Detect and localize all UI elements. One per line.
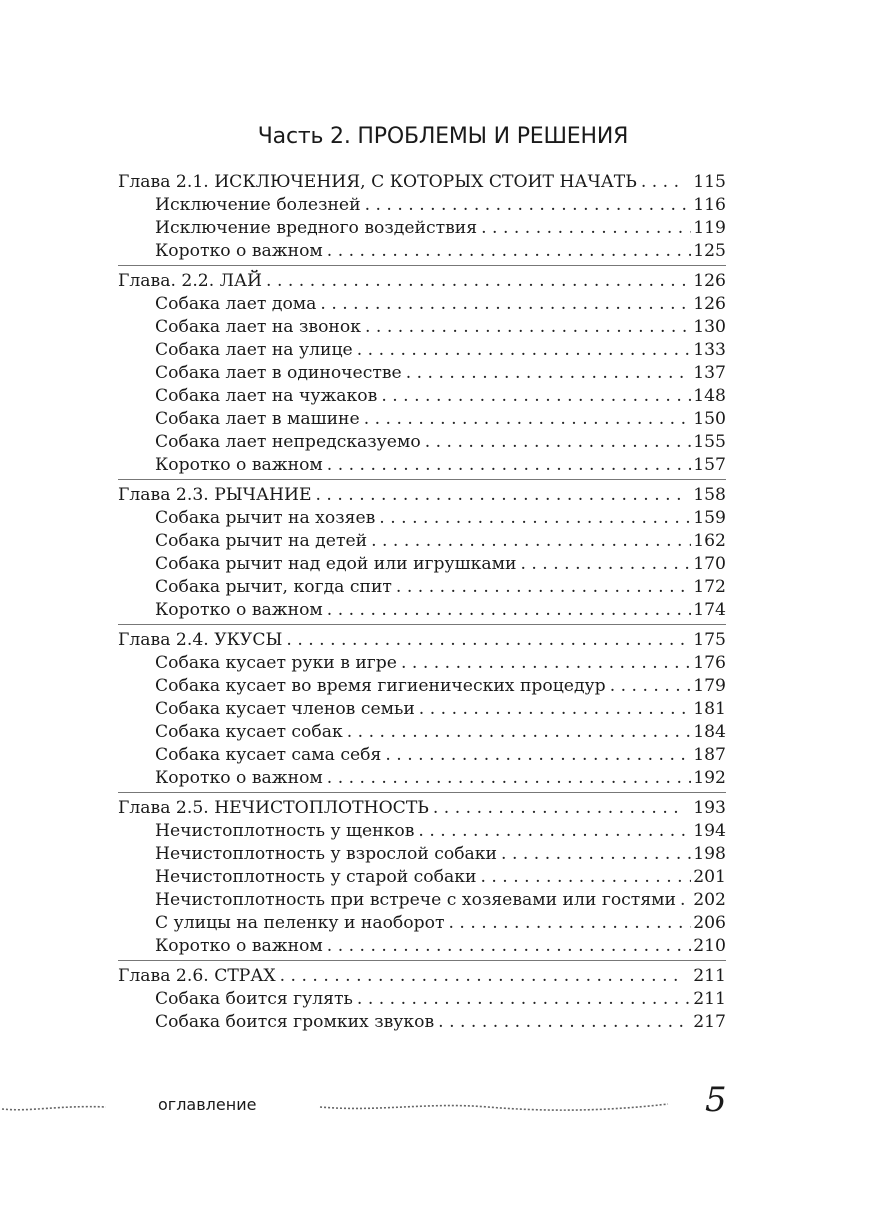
toc-section-entry-title: Нечистоплотность у взрослой собаки <box>155 844 498 864</box>
dot-leader <box>501 843 691 866</box>
toc-section-entry[interactable] <box>118 553 726 576</box>
toc-section-entry-page: 150 <box>693 409 726 429</box>
toc-chapter-entry-page: 175 <box>693 630 726 650</box>
toc-section-entry-page: 119 <box>693 218 726 238</box>
toc-section-entry-title: Собака лает непредсказуемо <box>155 432 421 452</box>
toc-chapter <box>118 270 726 480</box>
toc-section-entry-page: 116 <box>693 195 726 215</box>
toc-section-entry[interactable] <box>118 599 726 622</box>
toc-section-entry-title: Собака лает на звонок <box>155 317 361 337</box>
toc-chapter-entry[interactable] <box>118 171 726 194</box>
toc-section-entry[interactable] <box>118 217 726 240</box>
toc-section-entry[interactable] <box>118 843 726 866</box>
toc-chapter <box>118 629 726 793</box>
toc-chapter-entry-title: Глава. 2.2. ЛАЙ <box>118 271 263 291</box>
toc-section-entry[interactable] <box>118 652 726 675</box>
toc-section-entry-page: 187 <box>693 745 726 765</box>
toc-section-entry[interactable] <box>118 935 726 958</box>
toc-section-entry-page: 211 <box>693 989 726 1009</box>
toc-section-entry[interactable] <box>118 721 726 744</box>
toc-section-entry-page: 170 <box>693 554 726 574</box>
toc-section-entry-page: 217 <box>693 1012 726 1032</box>
dot-leader <box>364 408 692 431</box>
toc-section-entry[interactable] <box>118 293 726 316</box>
dot-leader <box>347 721 691 744</box>
dot-leader <box>327 935 691 958</box>
dot-leader <box>280 965 686 988</box>
toc-section-entry[interactable] <box>118 675 726 698</box>
dot-leader <box>481 217 691 240</box>
part-title: Часть 2. ПРОБЛЕМЫ И РЕШЕНИЯ <box>257 124 629 149</box>
toc-section-entry-title: Собака лает дома <box>155 294 317 314</box>
toc-section-entry[interactable] <box>118 576 726 599</box>
toc-section-entry-title: Коротко о важном <box>155 600 323 620</box>
toc-chapter-entry-page: 211 <box>693 966 726 986</box>
toc-chapter-entry-title: Глава 2.1. ИСКЛЮЧЕНИЯ, С КОТОРЫХ СТОИТ НАЧАТЬ <box>118 172 637 192</box>
dot-leader <box>418 820 691 843</box>
toc-section-entry[interactable] <box>118 362 726 385</box>
toc-section-entry-title: Собака боится гулять <box>155 989 353 1009</box>
table-of-contents <box>118 171 726 1040</box>
dot-leader <box>406 362 691 385</box>
footer-right-wave-decoration <box>318 1098 672 1114</box>
dot-leader <box>641 171 685 194</box>
toc-section-entry-title: Собака рычит, когда спит <box>155 577 392 597</box>
dot-leader <box>327 454 691 477</box>
toc-section-entry[interactable] <box>118 820 726 843</box>
toc-section-entry-page: 201 <box>693 867 726 887</box>
toc-chapter-entry-title: Глава 2.6. СТРАХ <box>118 966 276 986</box>
toc-section-entry[interactable] <box>118 431 726 454</box>
dot-leader <box>433 797 685 820</box>
toc-section-entry-page: 130 <box>693 317 726 337</box>
toc-section-entry[interactable] <box>118 408 726 431</box>
toc-section-entry[interactable] <box>118 454 726 477</box>
dot-leader <box>365 194 692 217</box>
toc-section-entry-title: Нечистоплотность при встрече с хозяевами или гостями <box>155 890 676 910</box>
toc-chapter-entry[interactable] <box>118 797 726 820</box>
toc-section-entry[interactable] <box>118 866 726 889</box>
toc-section-entry-title: Собака кусает собак <box>155 722 343 742</box>
toc-chapter-entry-page: 158 <box>693 485 726 505</box>
dot-leader <box>480 866 691 889</box>
toc-chapter-entry-page: 193 <box>693 798 726 818</box>
toc-section-entry-title: Собака кусает членов семьи <box>155 699 415 719</box>
toc-section-entry-page: 179 <box>693 676 726 696</box>
footer-left-wave-decoration <box>0 1098 110 1114</box>
toc-section-entry-page: 162 <box>693 531 726 551</box>
toc-section-entry-page: 157 <box>693 455 726 475</box>
toc-section-entry[interactable] <box>118 889 726 912</box>
toc-section-entry-title: Собака рычит на хозяев <box>155 508 376 528</box>
toc-section-entry-title: Коротко о важном <box>155 936 323 956</box>
toc-chapter-entry-title: Глава 2.3. РЫЧАНИЕ <box>118 485 312 505</box>
dot-leader <box>357 988 691 1011</box>
toc-section-entry[interactable] <box>118 767 726 790</box>
dot-leader <box>316 484 686 507</box>
dot-leader <box>371 530 691 553</box>
toc-chapter-entry-page: 115 <box>693 172 726 192</box>
dot-leader <box>379 507 691 530</box>
toc-section-entry[interactable] <box>118 744 726 767</box>
dot-leader <box>327 767 691 790</box>
toc-section-entry-title: Нечистоплотность у старой собаки <box>155 867 477 887</box>
toc-section-entry[interactable] <box>118 988 726 1011</box>
dot-leader <box>520 553 691 576</box>
toc-section-entry-title: Нечистоплотность у щенков <box>155 821 415 841</box>
toc-section-entry-page: 125 <box>693 241 726 261</box>
dot-leader <box>419 698 691 721</box>
toc-section-entry-page: 174 <box>693 600 726 620</box>
toc-section-entry-page: 148 <box>693 386 726 406</box>
toc-section-entry-page: 184 <box>693 722 726 742</box>
toc-section-entry-title: Собака лает в одиночестве <box>155 363 402 383</box>
toc-section-entry-page: 198 <box>693 844 726 864</box>
toc-section-entry-title: Коротко о важном <box>155 241 323 261</box>
dot-leader <box>320 293 691 316</box>
toc-chapter-entry[interactable] <box>118 484 726 507</box>
toc-section-entry-page: 126 <box>693 294 726 314</box>
toc-section-entry-title: Собака кусает сама себя <box>155 745 382 765</box>
toc-section-entry-title: Собака лает на чужаков <box>155 386 378 406</box>
toc-section-entry-page: 137 <box>693 363 726 383</box>
toc-section-entry-title: Собака кусает во время гигиенических процедур <box>155 676 606 696</box>
toc-section-entry[interactable] <box>118 507 726 530</box>
toc-section-entry-page: 176 <box>693 653 726 673</box>
toc-chapter-entry-page: 126 <box>693 271 726 291</box>
toc-section-entry-title: Собака боится громких звуков <box>155 1012 435 1032</box>
toc-section-entry[interactable] <box>118 912 726 935</box>
toc-section-entry-title: Собака кусает руки в игре <box>155 653 397 673</box>
toc-section-entry-page: 202 <box>693 890 726 910</box>
toc-section-entry-page: 210 <box>693 936 726 956</box>
toc-chapter-entry[interactable] <box>118 270 726 293</box>
dot-leader <box>401 652 691 675</box>
dot-leader <box>381 385 691 408</box>
toc-chapter <box>118 484 726 625</box>
toc-section-entry[interactable] <box>118 240 726 263</box>
dot-leader <box>286 629 685 652</box>
dot-leader <box>266 270 685 293</box>
dot-leader <box>448 912 691 935</box>
toc-section-entry[interactable] <box>118 385 726 408</box>
toc-section-entry[interactable] <box>118 194 726 217</box>
toc-section-entry-page: 206 <box>693 913 726 933</box>
footer-section-label: оглавление <box>158 1095 257 1114</box>
toc-section-entry-page: 181 <box>693 699 726 719</box>
toc-section-entry-title: Собака лает в машине <box>155 409 360 429</box>
toc-section-entry-title: Исключение болезней <box>155 195 361 215</box>
toc-section-entry-page: 192 <box>693 768 726 788</box>
toc-section-entry-page: 155 <box>693 432 726 452</box>
toc-section-entry[interactable] <box>118 316 726 339</box>
dot-leader <box>327 599 691 622</box>
toc-section-entry[interactable] <box>118 530 726 553</box>
toc-chapter-entry-title: Глава 2.4. УКУСЫ <box>118 630 283 650</box>
dot-leader <box>365 316 691 339</box>
toc-section-entry-page: 159 <box>693 508 726 528</box>
toc-chapter <box>118 797 726 961</box>
toc-chapter <box>118 171 726 266</box>
toc-section-entry-title: Собака рычит на детей <box>155 531 368 551</box>
dot-leader <box>610 675 692 698</box>
toc-section-entry[interactable] <box>118 1011 726 1034</box>
toc-section-entry-page: 172 <box>693 577 726 597</box>
toc-chapter-entry-title: Глава 2.5. НЕЧИСТОПЛОТНОСТЬ <box>118 798 429 818</box>
toc-chapter-entry[interactable] <box>118 965 726 988</box>
toc-chapter-entry[interactable] <box>118 629 726 652</box>
toc-section-entry-page: 194 <box>693 821 726 841</box>
toc-section-entry-title: С улицы на пеленку и наоборот <box>155 913 445 933</box>
dot-leader <box>385 744 691 767</box>
toc-section-entry-title: Коротко о важном <box>155 768 323 788</box>
dot-leader <box>327 240 691 263</box>
dot-leader <box>438 1011 691 1034</box>
toc-section-entry[interactable] <box>118 339 726 362</box>
dot-leader <box>425 431 692 454</box>
page-number: 5 <box>705 1080 727 1120</box>
toc-section-entry-title: Собака лает на улице <box>155 340 353 360</box>
toc-chapter <box>118 965 726 1036</box>
toc-section-entry-title: Собака рычит над едой или игрушками <box>155 554 517 574</box>
dot-leader <box>680 889 691 912</box>
toc-section-entry-page: 133 <box>693 340 726 360</box>
toc-section-entry-title: Исключение вредного воздействия <box>155 218 478 238</box>
dot-leader <box>357 339 691 362</box>
toc-section-entry[interactable] <box>118 698 726 721</box>
toc-section-entry-title: Коротко о важном <box>155 455 323 475</box>
dot-leader <box>396 576 691 599</box>
